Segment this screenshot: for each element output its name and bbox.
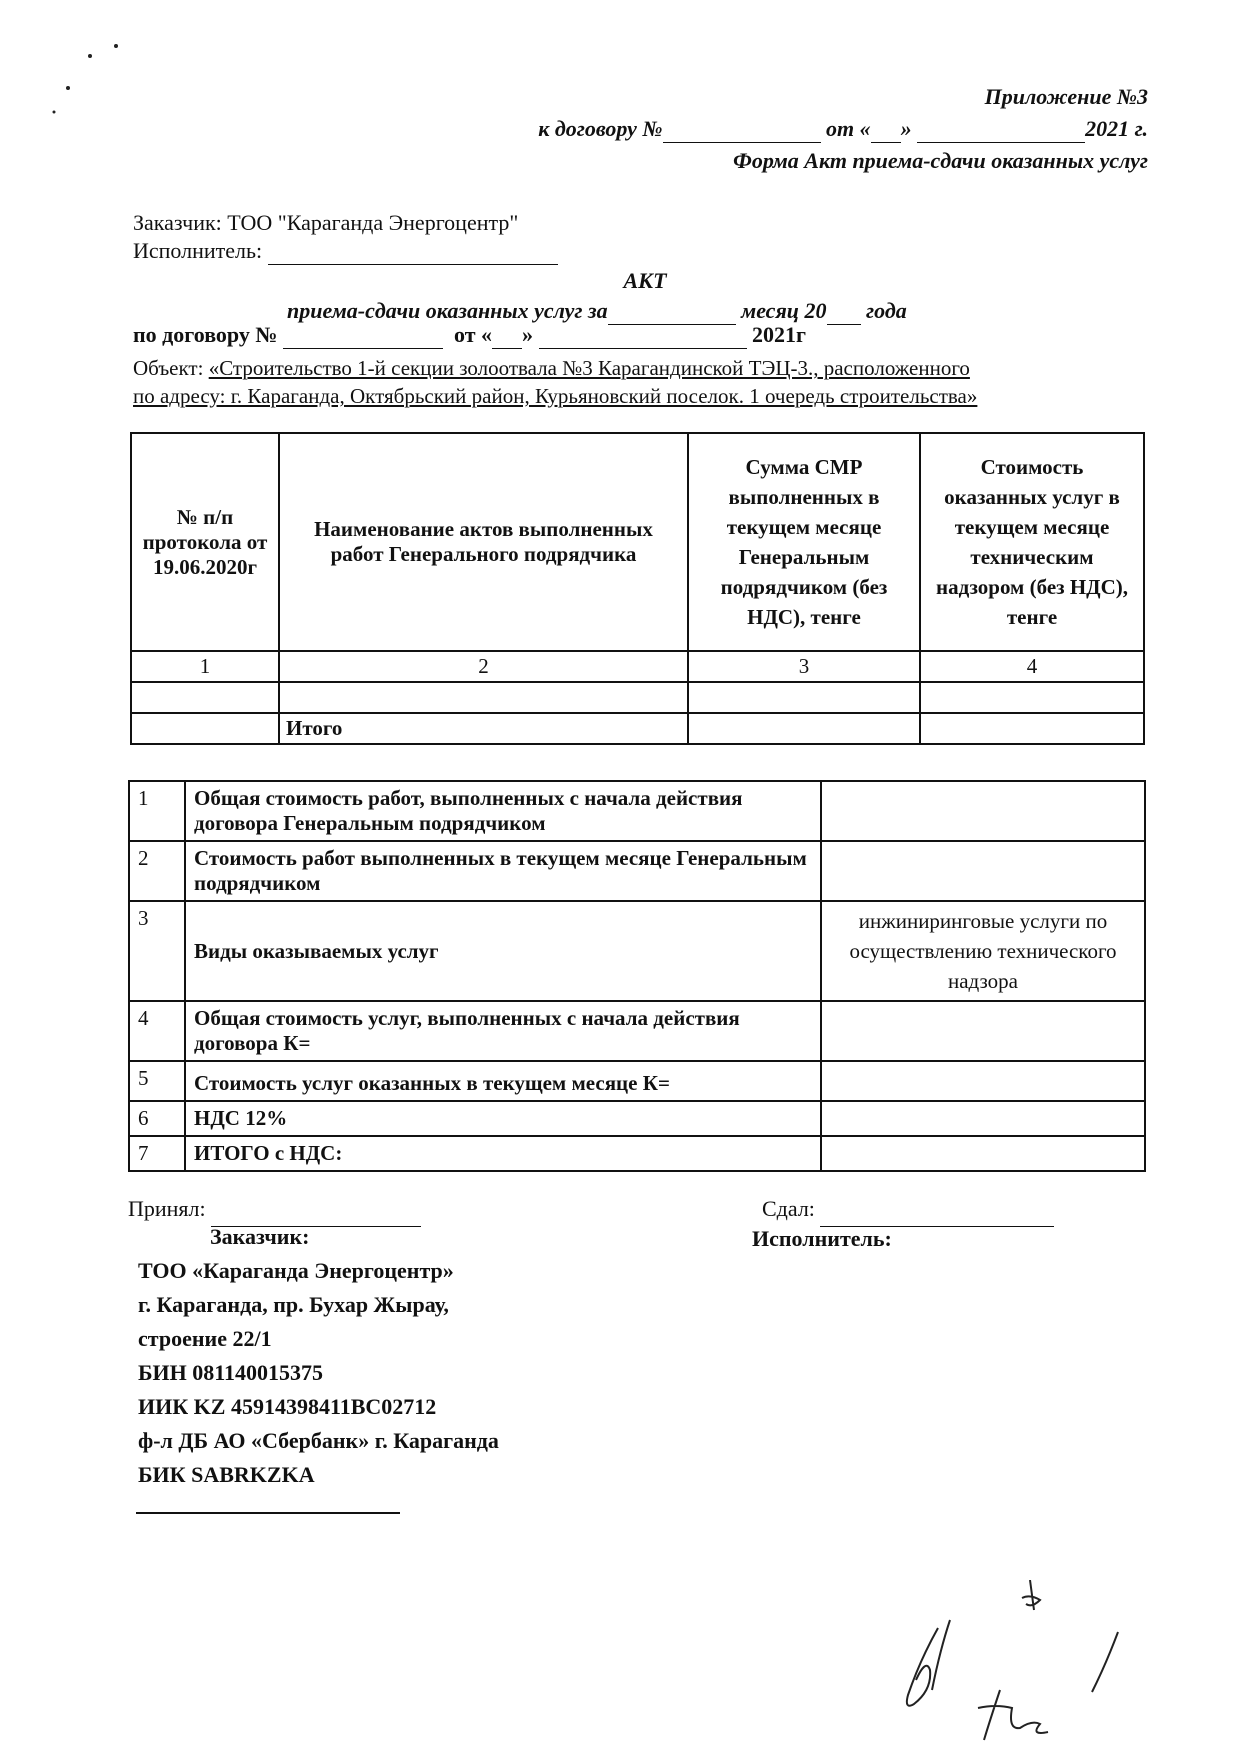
object-line-2: по адресу: г. Караганда, Октябрьский район, Курьяновский поселок. 1 очередь строительства» <box>133 384 978 408</box>
object-label: Объект: <box>133 356 209 380</box>
summary-row-number: 6 <box>129 1101 185 1136</box>
contract-from: от « <box>826 116 871 141</box>
services-table <box>130 432 1145 745</box>
act-year-blank <box>827 298 861 325</box>
customer-details <box>138 1254 499 1492</box>
contract-day-blank <box>871 116 901 143</box>
summary-row-number: 5 <box>129 1061 185 1101</box>
act-subtitle <box>287 298 907 325</box>
summary-row-value <box>821 1136 1145 1171</box>
accepted-label: Принял: <box>128 1196 206 1221</box>
act-contract-quote-close: » <box>522 322 534 347</box>
executor-blank <box>268 238 558 265</box>
contract-number-blank <box>663 116 821 143</box>
services-table-total-row <box>131 713 1144 744</box>
summary-row <box>129 1101 1145 1136</box>
act-title: АКТ <box>623 268 667 293</box>
column-number-3: 3 <box>688 651 920 682</box>
customer-signature-line <box>136 1512 400 1514</box>
summary-row-label: Стоимость работ выполненных в текущем месяце Генеральным подрядчиком <box>185 841 821 901</box>
summary-row <box>129 1136 1145 1171</box>
services-table-header-row <box>131 433 1144 651</box>
header-supervision-cost: Стоимость оказанных услуг в текущем месяце техническим надзором (без НДС), тенге <box>920 433 1144 651</box>
contract-reference <box>538 116 1148 143</box>
customer-details-line: БИН 081140015375 <box>138 1360 324 1385</box>
contract-quote-close: » <box>900 116 912 141</box>
act-contract-month-blank <box>539 322 747 349</box>
total-smr-cell <box>688 713 920 744</box>
services-table-number-row <box>131 651 1144 682</box>
customer-details-line: ф-л ДБ АО «Сбербанк» г. Караганда <box>138 1428 499 1453</box>
summary-row-number: 4 <box>129 1001 185 1061</box>
contract-year: 2021 г. <box>1085 116 1148 141</box>
summary-row-label: НДС 12% <box>185 1101 821 1136</box>
summary-row <box>129 781 1145 841</box>
act-subtitle-year: года <box>866 298 907 323</box>
empty-cell <box>920 682 1144 713</box>
form-title: Форма Акт приема-сдачи оказанных услуг <box>733 148 1148 173</box>
customer-details-line: БИК SABRKZKA <box>138 1462 315 1487</box>
act-month-blank <box>608 298 736 325</box>
column-number-1: 1 <box>131 651 279 682</box>
summary-row-label: Общая стоимость работ, выполненных с начала действия договора Генеральным подрядчиком <box>185 781 821 841</box>
act-contract-line <box>133 322 806 349</box>
summary-row-value <box>821 1061 1145 1101</box>
summary-row-value <box>821 781 1145 841</box>
header-protocol-number: № п/п протокола от 19.06.2020г <box>131 433 279 651</box>
executor-line <box>133 238 558 265</box>
customer-details-line: г. Караганда, пр. Бухар Жырау, <box>138 1292 449 1317</box>
customer-line: Заказчик: ТОО "Караганда Энергоцентр" <box>133 210 519 235</box>
empty-cell <box>279 682 688 713</box>
customer-details-line: ТОО «Караганда Энергоцентр» <box>138 1258 454 1283</box>
summary-row <box>129 1001 1145 1061</box>
summary-row-number: 1 <box>129 781 185 841</box>
executor-signature-label: Исполнитель: <box>752 1226 892 1251</box>
object-line-1: «Строительство 1-й секции золоотвала №3 Карагандинской ТЭЦ-3., расположенного <box>208 356 970 380</box>
empty-cell <box>131 713 279 744</box>
total-label: Итого <box>279 713 688 744</box>
summary-table <box>128 780 1146 1172</box>
summary-row-number: 7 <box>129 1136 185 1171</box>
customer-details-line: ИИК KZ 45914398411BC02712 <box>138 1394 437 1419</box>
services-table-empty-row <box>131 682 1144 713</box>
summary-row-value: инжиниринговые услуги по осуществлению технического надзора <box>821 901 1145 1001</box>
summary-row-value <box>821 1001 1145 1061</box>
summary-row <box>129 1061 1145 1101</box>
summary-row-value <box>821 1101 1145 1136</box>
handwritten-initials-icon <box>880 1580 1140 1750</box>
empty-cell <box>131 682 279 713</box>
summary-row-label: Виды оказываемых услуг <box>185 901 821 1001</box>
act-contract-from: от « <box>453 322 493 347</box>
column-number-2: 2 <box>279 651 688 682</box>
contract-prefix: к договору № <box>538 116 663 141</box>
appendix-label: Приложение №3 <box>984 84 1148 109</box>
summary-row-label: Общая стоимость услуг, выполненных с начала действия договора К= <box>185 1001 821 1061</box>
act-contract-year: 2021г <box>752 322 807 347</box>
act-contract-day-blank <box>492 322 522 349</box>
act-subtitle-prefix: приема-сдачи оказанных услуг за <box>287 298 608 323</box>
customer-label: Заказчик: <box>210 1224 310 1249</box>
column-number-4: 4 <box>920 651 1144 682</box>
act-object <box>133 354 977 410</box>
summary-row-number: 3 <box>129 901 185 1001</box>
summary-row-number: 2 <box>129 841 185 901</box>
summary-row <box>129 841 1145 901</box>
summary-row <box>129 901 1145 1001</box>
summary-row-value <box>821 841 1145 901</box>
act-contract-number-blank <box>283 322 443 349</box>
act-subtitle-month: месяц 20 <box>741 298 827 323</box>
handed-label: Сдал: <box>762 1196 815 1221</box>
act-contract-prefix: по договору № <box>133 322 278 347</box>
header-smr-sum: Сумма СМР выполненных в текущем месяце Генеральным подрядчиком (без НДС), тенге <box>688 433 920 651</box>
summary-row-label: ИТОГО с НДС: <box>185 1136 821 1171</box>
summary-row-label: Стоимость услуг оказанных в текущем месяце К= <box>185 1061 821 1101</box>
scan-specks-icon <box>50 38 130 118</box>
executor-label: Исполнитель: <box>133 238 263 263</box>
customer-details-line: строение 22/1 <box>138 1326 272 1351</box>
total-cost-cell <box>920 713 1144 744</box>
header-acts-name: Наименование актов выполненных работ Генерального подрядчика <box>279 433 688 651</box>
empty-cell <box>688 682 920 713</box>
contract-month-blank <box>917 116 1085 143</box>
